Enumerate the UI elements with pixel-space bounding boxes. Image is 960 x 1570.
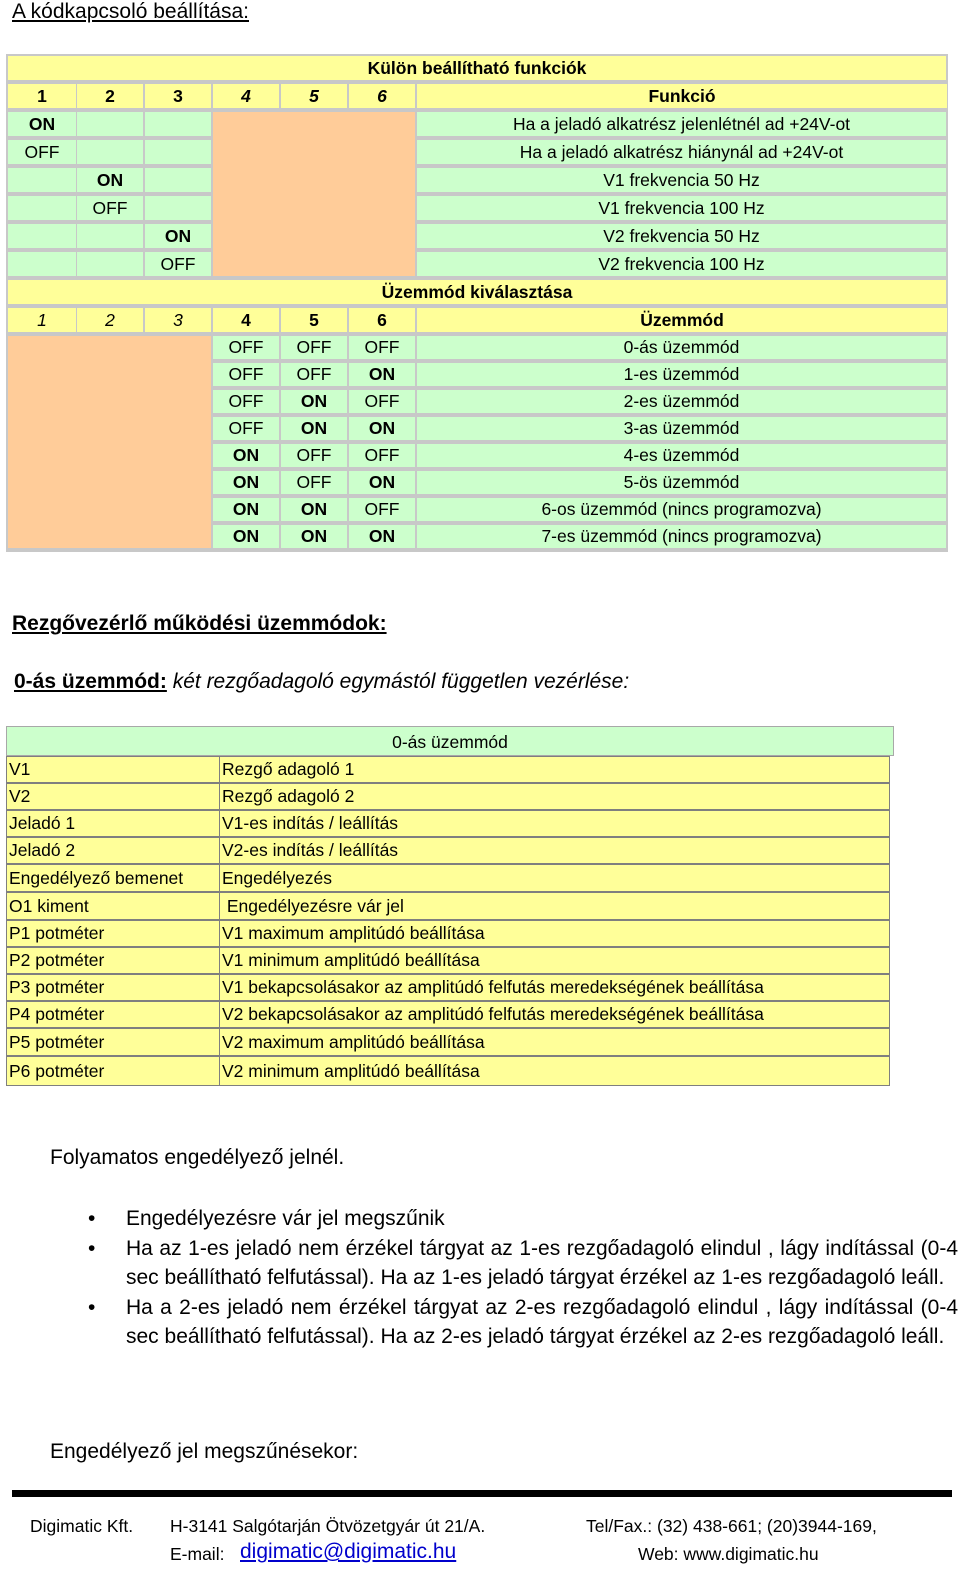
switch-cell: OFF [77, 196, 143, 220]
switch-cell [145, 112, 211, 136]
switch-cell: ON [349, 417, 415, 440]
switch-cell: OFF [349, 336, 415, 359]
row-value: V1 maximum amplitúdó beállítása [219, 921, 485, 946]
switch-cell: ON [145, 224, 211, 248]
footer-company: Digimatic Kft. [30, 1516, 134, 1536]
header-cell-function: Funkció [417, 84, 947, 108]
enable-signal-stop-paragraph: Engedélyező jel megszűnésekor: [50, 1440, 359, 1463]
switch-cell: OFF [349, 390, 415, 413]
switch-cell: ON [8, 112, 76, 136]
table-row [6, 810, 890, 837]
table-row [6, 1056, 890, 1086]
row-key: Engedélyező bemenet [9, 868, 184, 888]
row-key: P1 potméter [9, 923, 105, 943]
row-key: Jeladó 1 [9, 813, 76, 833]
switch-cell: OFF [349, 444, 415, 467]
switch-cell: OFF [281, 363, 347, 386]
mode-cell: 7-es üzemmód (nincs programozva) [417, 525, 946, 548]
switch-cell [8, 196, 76, 220]
row-key: V1 [9, 759, 31, 779]
header-cell-switch: 5 [281, 84, 347, 108]
row-key: Jeladó 2 [9, 840, 76, 860]
switch-cell: OFF [281, 471, 347, 494]
row-key: P3 potméter [9, 977, 105, 997]
switch-cell: ON [281, 498, 347, 521]
switch-cell: ON [349, 363, 415, 386]
switch-cell: ON [281, 525, 347, 548]
table-row [6, 837, 890, 864]
switch-cell [77, 112, 143, 136]
switch-cell [8, 252, 76, 276]
switch-cell: OFF [213, 336, 279, 359]
switch-cell [8, 224, 76, 248]
header-cell-switch: 4 [213, 308, 279, 332]
header-cell-switch: 3 [145, 84, 211, 108]
footer-email-link[interactable]: digimatic@digimatic.hu [240, 1540, 457, 1563]
row-key: P2 potméter [9, 950, 105, 970]
mode0-label: 0-ás üzemmód: [14, 670, 167, 693]
operating-modes-heading: Rezgővezérlő működési üzemmódok: [12, 612, 387, 635]
switch-cell: OFF [8, 140, 76, 164]
switch-cell: OFF [281, 336, 347, 359]
continuous-enable-paragraph: Folyamatos engedélyező jelnél. [50, 1146, 345, 1169]
switch-cell: OFF [349, 498, 415, 521]
header-cell-switch: 3 [145, 308, 211, 332]
row-value: Rezgő adagoló 1 [219, 757, 354, 782]
row-value: V1 minimum amplitúdó beállítása [219, 948, 480, 973]
switch-cell: ON [213, 471, 279, 494]
switch-cell: OFF [213, 417, 279, 440]
switch-cell [77, 224, 143, 248]
switch-cell: ON [213, 444, 279, 467]
row-value: V1 bekapcsolásakor az amplitúdó felfutás meredekségének beállítása [219, 975, 764, 1000]
header-cell-switch: 2 [77, 84, 143, 108]
row-key: P5 potméter [9, 1032, 105, 1052]
mode-cell: 2-es üzemmód [417, 390, 946, 413]
switch-cell [8, 168, 76, 192]
footer-web: Web: www.digimatic.hu [638, 1544, 819, 1564]
row-key: V2 [9, 786, 31, 806]
mode-cell: 5-ös üzemmód [417, 471, 946, 494]
switch-cell: ON [77, 168, 143, 192]
switch-cell [77, 140, 143, 164]
table-row [6, 892, 890, 920]
mode-cell: 6-os üzemmód (nincs programozva) [417, 498, 946, 521]
section-title: Üzemmód kiválasztása [8, 280, 946, 304]
list-item-text: Ha a 2-es jeladó nem érzékel tárgyat az 2-es rezgőadagoló elindul , lágy indítással (0-4 sec beállítható felfutással). Ha az 2-es jeladó tárgyat érzékel az 2-es rezgőadagoló leáll. [126, 1296, 958, 1348]
footer-phone: Tel/Fax.: (32) 438-661; (20)3944-169, [586, 1516, 877, 1536]
table-row [6, 1028, 890, 1056]
table-row [6, 947, 890, 974]
bullet-icon: • [88, 1296, 96, 1319]
switch-cell: ON [213, 525, 279, 548]
dip-switch-table [6, 54, 948, 552]
switch-cell: OFF [281, 444, 347, 467]
switch-cell [145, 168, 211, 192]
row-value: Engedélyezésre vár jel [219, 893, 404, 919]
footer-divider [12, 1490, 952, 1497]
function-cell: V2 frekvencia 50 Hz [417, 224, 946, 248]
list-item-text: Engedélyezésre vár jel megszűnik [126, 1207, 445, 1230]
header-cell-switch: 1 [8, 308, 76, 332]
mode-cell: 4-es üzemmód [417, 444, 946, 467]
mode-cell: 1-es üzemmód [417, 363, 946, 386]
bullet-icon: • [88, 1237, 96, 1260]
setup-heading: A kódkapcsoló beállítása: [12, 0, 249, 23]
list-item [88, 1234, 958, 1292]
list-item [88, 1204, 958, 1233]
row-value: Rezgő adagoló 2 [219, 784, 354, 809]
list-item-text: Ha az 1-es jeladó nem érzékel tárgyat az 1-es rezgőadagoló elindul , lágy indítással (0-4 sec beállítható felfutással). Ha az 1-es jeladó tárgyat érzékel az 1-es rezgőadagoló leáll. [126, 1237, 958, 1289]
switch-cell: OFF [213, 390, 279, 413]
row-value: V2-es indítás / leállítás [219, 838, 398, 863]
behavior-list [88, 1204, 958, 1352]
table-row [6, 756, 890, 783]
switch-cell: OFF [213, 363, 279, 386]
table-row [6, 920, 890, 947]
switch-cell: ON [281, 390, 347, 413]
header-cell-switch: 4 [213, 84, 279, 108]
switch-cell: ON [349, 471, 415, 494]
row-key: P6 potméter [9, 1061, 105, 1081]
switch-cell: OFF [145, 252, 211, 276]
table-row [6, 864, 890, 892]
header-cell-mode: Üzemmód [417, 308, 947, 332]
function-cell: V1 frekvencia 100 Hz [417, 196, 946, 220]
switch-cell [145, 196, 211, 220]
mode0-heading [14, 670, 629, 694]
row-value: V2 maximum amplitúdó beállítása [219, 1029, 485, 1055]
switch-cell [77, 252, 143, 276]
header-cell-switch: 1 [8, 84, 76, 108]
row-value: V1-es indítás / leállítás [219, 811, 398, 836]
row-value: V2 minimum amplitúdó beállítása [219, 1057, 480, 1085]
table-row [6, 783, 890, 810]
table-row [6, 1001, 890, 1028]
section-title: Külön beállítható funkciók [8, 56, 946, 80]
function-cell: Ha a jeladó alkatrész hiánynál ad +24V-ot [417, 140, 946, 164]
function-cell: Ha a jeladó alkatrész jelenlétnél ad +24V-ot [417, 112, 946, 136]
header-cell-switch: 2 [77, 308, 143, 332]
switch-cell [145, 140, 211, 164]
switch-cell: ON [281, 417, 347, 440]
list-item [88, 1293, 958, 1351]
row-value: Engedélyezés [219, 865, 332, 891]
header-cell-switch: 6 [349, 84, 415, 108]
mode0-table [6, 726, 894, 1088]
unused-switch-block [8, 336, 211, 548]
row-key: P4 potméter [9, 1004, 105, 1024]
switch-cell: ON [349, 525, 415, 548]
footer-email-label: E-mail: [170, 1544, 225, 1564]
mode0-table-title: 0-ás üzemmód [6, 726, 894, 756]
mode0-description: két rezgőadagoló egymástól független vezérlése: [172, 670, 630, 693]
header-cell-switch: 6 [349, 308, 415, 332]
function-cell: V1 frekvencia 50 Hz [417, 168, 946, 192]
bullet-icon: • [88, 1207, 96, 1230]
table-row [6, 974, 890, 1001]
mode-cell: 3-as üzemmód [417, 417, 946, 440]
function-cell: V2 frekvencia 100 Hz [417, 252, 946, 276]
header-cell-switch: 5 [281, 308, 347, 332]
switch-cell: ON [213, 498, 279, 521]
unused-switch-block [213, 112, 415, 276]
row-value: V2 bekapcsolásakor az amplitúdó felfutás meredekségének beállítása [219, 1002, 764, 1027]
row-key: O1 kiment [9, 896, 89, 916]
mode-cell: 0-ás üzemmód [417, 336, 946, 359]
footer-address: H-3141 Salgótarján Ötvözetgyár út 21/A. [170, 1516, 486, 1536]
